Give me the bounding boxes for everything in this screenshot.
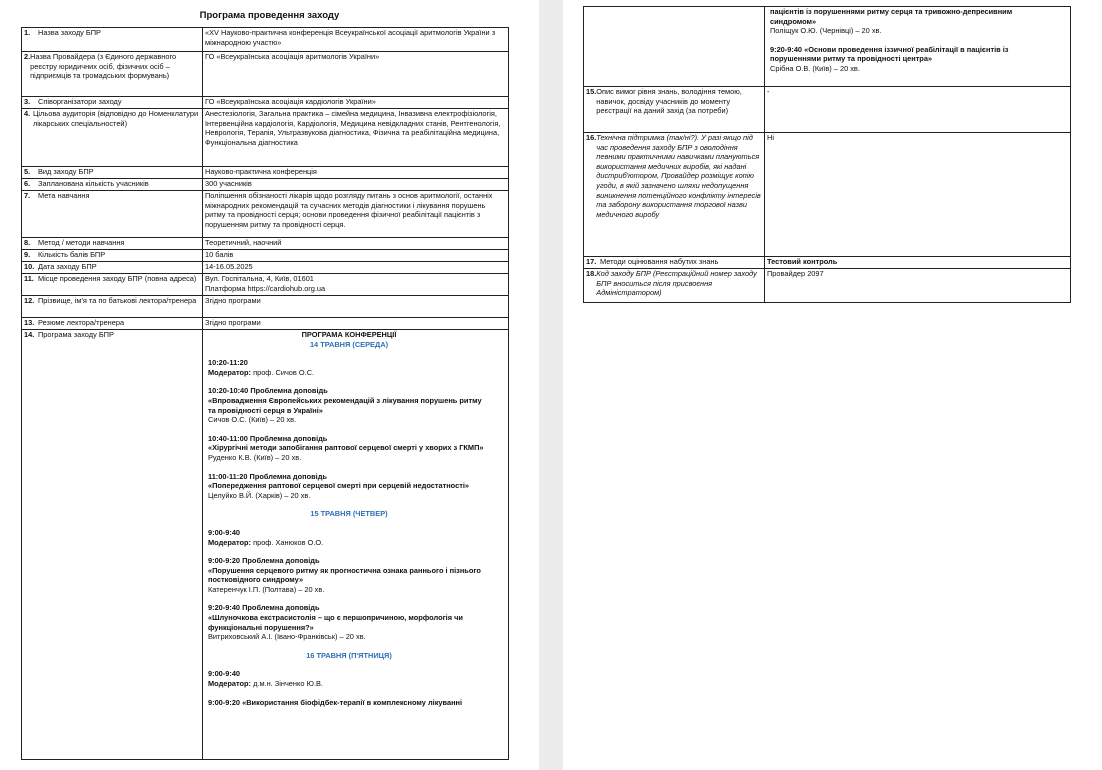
- table-row: [22, 167, 509, 179]
- table-row: [22, 318, 509, 330]
- moderator-label: Модератор:: [208, 537, 252, 547]
- table-row: [584, 257, 1071, 269]
- session-report: [208, 603, 490, 641]
- program-cell: [765, 7, 1071, 87]
- speaker: Витриховський А.І. (Івано-Франківськ) – 20 хв.: [208, 632, 366, 642]
- row-number: 6.: [24, 179, 31, 188]
- table-row: [22, 250, 509, 262]
- table-row: [584, 269, 1071, 303]
- report-title: «Порушення серцевого ритму як прогностична ознака раннього і пізнього постковідного синдрому»: [208, 565, 481, 585]
- row-value: Згідно програми: [203, 296, 509, 318]
- session-time: 9:00-9:20 «Використання біофідбек-терапії в комплексному лікуванні: [208, 697, 463, 707]
- session-moderation: [208, 669, 490, 688]
- moderator-name: д.м.н. Зінченко Ю.В.: [253, 679, 323, 689]
- row-number: 17.: [586, 257, 597, 266]
- row-label: Код заходу БПР (Реєстраційний номер заходу БПР вноситься після присвоєння Адміністратором): [596, 269, 757, 298]
- table-row: [22, 179, 509, 191]
- row-label-cell: [584, 269, 765, 303]
- row-label: Мета навчання: [38, 191, 90, 200]
- row-number: 8.: [24, 238, 31, 247]
- session-time: 9:20-9:40 Проблемна доповідь: [208, 603, 320, 613]
- session-time: 10:20-10:40 Проблемна доповідь: [208, 386, 328, 396]
- row-label-cell: [584, 257, 765, 269]
- row-value: Науково-практична конференція: [203, 167, 509, 179]
- day-heading: 14 ТРАВНЯ (СЕРЕДА): [309, 339, 389, 349]
- row-number: 15.: [586, 87, 597, 96]
- row-label-cell: [22, 262, 203, 274]
- table-row: [22, 97, 509, 109]
- report-title: «Хірургічні методи запобігання раптової серцевої смерті у хворих з ГКМП»: [208, 443, 484, 453]
- session-moderation: [208, 358, 490, 377]
- row-label-cell: [22, 191, 203, 238]
- table-row: [22, 191, 509, 238]
- row-number: 16.: [586, 133, 597, 142]
- row-label: Опис вимог рівня знань, володіння темою, навичок, досвіду учасників до моменту реєстрації на даний захід (за потреби): [596, 87, 742, 116]
- row-label: Цільова аудиторія (відповідно до Номенклатури лікарських спеціальностей): [32, 109, 199, 128]
- row-label: Назва Провайдера (з Єдиного державного реєстру юридичних осіб, фізичних осіб – підприємців та громадських формувань): [30, 52, 177, 81]
- table-row: [584, 133, 1071, 257]
- row-label-cell: [22, 274, 203, 296]
- session-time: 11:00-11:20 Проблемна доповідь: [208, 471, 327, 481]
- table-row: [22, 296, 509, 318]
- table-row: [22, 262, 509, 274]
- row-number: 5.: [24, 167, 31, 176]
- speaker: Срібна О.В. (Київ) – 20 хв.: [770, 63, 860, 73]
- row-label-cell: [22, 296, 203, 318]
- row-label: Методи оцінювання набутих знань: [600, 257, 719, 266]
- row-label-cell: [584, 87, 765, 133]
- row-label: Резюме лектора/тренера: [38, 318, 125, 327]
- row-label-cell: [22, 97, 203, 109]
- row-number: 1.: [24, 28, 31, 37]
- speaker: Поліщук О.Ю. (Чернівці) – 20 хв.: [770, 26, 882, 36]
- row-number: 14.: [24, 330, 35, 339]
- document-page-right: [563, 0, 1102, 770]
- table-row: [22, 238, 509, 250]
- program-table-continued: [583, 6, 1071, 303]
- session-moderation: [208, 528, 490, 547]
- session-time: 10:40-11:00 Проблемна доповідь: [208, 433, 328, 443]
- session-time: 9:00-9:20 Проблемна доповідь: [208, 556, 320, 566]
- row-value: [203, 274, 509, 296]
- row-label-cell: [22, 330, 203, 760]
- row-number: 3.: [24, 97, 31, 106]
- row-value: Теоретичний, наочний: [203, 238, 509, 250]
- speaker: Целуйко В.Й. (Харків) – 20 хв.: [208, 490, 311, 500]
- row-value: Тестовий контроль: [765, 257, 1071, 269]
- speaker: Сичов О.С. (Київ) – 20 хв.: [208, 415, 297, 425]
- table-row: [22, 274, 509, 296]
- row-number: 10.: [24, 262, 35, 271]
- row-label-cell: [22, 52, 203, 97]
- row-value: Провайдер 2097: [765, 269, 1071, 303]
- speaker: Катеренчук І.П. (Полтава) – 20 хв.: [208, 584, 325, 594]
- document-page-left: [0, 0, 539, 770]
- row-label: Програма заходу БПР: [38, 330, 114, 339]
- row-number: 12.: [24, 296, 35, 305]
- report-title: «Шлуночкова екстрасистолія – що є першопричиною, морфологія чи функціональні порушення?»: [208, 613, 463, 632]
- row-value: 10 балів: [203, 250, 509, 262]
- row-label-cell: [22, 238, 203, 250]
- session-report: [208, 434, 490, 463]
- row-label: Прізвище, ім'я та по батькові лектора/тренера: [38, 296, 197, 305]
- row-label-cell: [22, 250, 203, 262]
- row-value: ГО «Всеукраїнська асоціація кардіологів України»: [203, 97, 509, 109]
- row-label: Метод / методи навчання: [38, 238, 125, 247]
- row-label: Місце проведення заходу БПР (повна адреса): [38, 274, 197, 283]
- report-title: «Попередження раптової серцевої смерті при серцевій недостатності»: [208, 481, 469, 491]
- row-label: Назва заходу БПР: [38, 28, 101, 37]
- session-report: [770, 45, 1056, 74]
- report-title: 9:20-9:40 «Основи проведення іззичної реабілітації в пацієнтів із порушеннями ритму та провідності центра»: [770, 44, 1009, 64]
- row-value: 14-16.05.2025: [203, 262, 509, 274]
- program-heading: ПРОГРАМА КОНФЕРЕНЦІЇ: [301, 330, 397, 339]
- row-label-cell: [584, 7, 765, 87]
- row-label-cell: [22, 318, 203, 330]
- session-report: [208, 556, 490, 594]
- row-label: Запланована кількість учасників: [38, 179, 149, 188]
- address-line: Вул. Госпітальна, 4, Київ, 01601: [205, 274, 314, 283]
- row-label-cell: [22, 28, 203, 52]
- moderator-label: Модератор:: [208, 367, 252, 377]
- report-title: пацієнтів із порушеннями ритму серця та тривожно-депресивним синдромом»: [770, 7, 1013, 26]
- row-value: 300 учасників: [203, 179, 509, 191]
- row-label-cell: [22, 109, 203, 167]
- row-label-cell: [22, 179, 203, 191]
- row-label: Дата заходу БПР: [38, 262, 97, 271]
- platform-line: Платформа https://cardiohub.org.ua: [205, 283, 326, 293]
- report-title: «Впровадження Європейських рекомендацій з лікування порушень ритму та провідності серця в Україні»: [208, 395, 482, 415]
- session-time: 9:00-9:40: [208, 669, 241, 679]
- table-row: [584, 7, 1071, 87]
- session-report: [208, 698, 490, 708]
- session-report: [208, 472, 490, 501]
- row-number: 9.: [24, 250, 31, 259]
- table-row: [22, 330, 509, 760]
- row-number: 4.: [24, 109, 31, 118]
- row-label-cell: [584, 133, 765, 257]
- table-row: [22, 52, 509, 97]
- program-cell: [203, 330, 509, 760]
- table-row: [22, 109, 509, 167]
- table-row: [22, 28, 509, 52]
- moderator-name: проф. Сичов О.С.: [253, 367, 315, 377]
- session-time: 9:00-9:40: [208, 527, 241, 537]
- day-heading: 16 ТРАВНЯ (П'ЯТНИЦЯ): [306, 650, 392, 660]
- row-number: 2.: [24, 52, 31, 61]
- document-title: Програма проведення заходу: [199, 10, 340, 21]
- moderator-label: Модератор:: [208, 679, 252, 689]
- row-label-cell: [22, 167, 203, 179]
- row-value: ГО «Всеукраїнська асоціація аритмологів України»: [203, 52, 509, 97]
- row-number: 18.: [586, 269, 597, 278]
- row-label: Кількість балів БПР: [38, 250, 106, 259]
- table-row: [584, 87, 1071, 133]
- row-value: «XV Науково-практична конференція Всеукраїнської асоціації аритмологів України з міжнародною участю»: [203, 28, 509, 52]
- row-label: Співорганізатори заходу: [38, 97, 122, 106]
- row-label: Технічна підтримка (так/ні?). У разі якщо під час проведення заходу БПР з оволодіння певними практичними навичками плануються використання медичних виробів, які надані дистриб'ютором, Провайдер розміщує копію угоди, в якій зазначено шляхи недопущення виникнення потенційного конфлікту інтересів та заборону використання торгової назви медичного виробу: [596, 133, 761, 219]
- moderator-name: проф. Ханюков О.О.: [253, 537, 324, 547]
- row-value: Згідно програми: [203, 318, 509, 330]
- row-number: 7.: [24, 191, 31, 200]
- row-number: 11.: [24, 274, 34, 283]
- row-value: Анестезіологія, Загальна практика – сімейна медицина, Інвазивна електрофізіологія, Інтервенційна кардіологія, Кардіологія, Медицина невідкладних станів, Рентгенологія, Неврологія, Терапія, Ультразвукова діагностика, Фізична та реабілітаційна медицина, Функціональна діагностика: [203, 109, 509, 167]
- session-time: 10:20-11:20: [208, 358, 248, 368]
- row-value: -: [765, 87, 1071, 133]
- row-value: Ні: [765, 133, 1071, 257]
- row-number: 13.: [24, 318, 35, 327]
- program-table: [21, 27, 509, 760]
- row-value: Поліпшення обізнаності лікарів щодо розгляду питань з основ аритмології, останніх міжнародних рекомендацій та сучасних методів діагностики і лікування порушень ритму та провідності серця; основи проведення фізичної реабілітації пацієнтів з порушенням ритму та провідності серця.: [203, 191, 509, 238]
- day-heading: 15 ТРАВНЯ (ЧЕТВЕР): [310, 509, 388, 519]
- row-label: Вид заходу БПР: [38, 167, 94, 176]
- session-report: [208, 386, 490, 424]
- speaker: Руденко К.В. (Київ) – 20 хв.: [208, 452, 302, 462]
